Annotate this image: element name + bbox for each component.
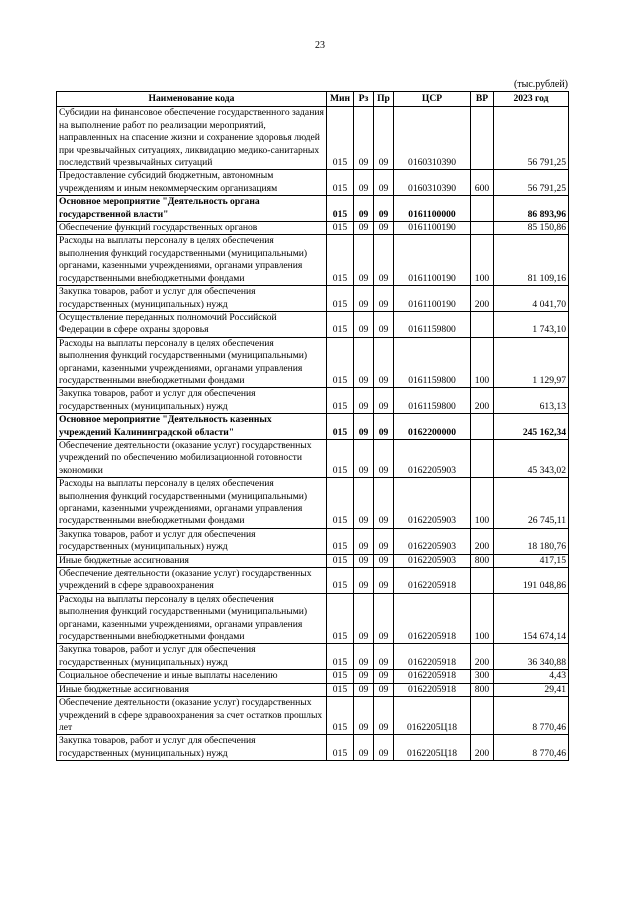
cell-min: 015 [327, 235, 354, 286]
cell-pr: 09 [374, 735, 394, 761]
cell-rz: 09 [354, 222, 374, 235]
table-row [57, 478, 569, 529]
table-row [57, 670, 569, 683]
cell-vr: 800 [471, 554, 494, 567]
cell-vr: 200 [471, 388, 494, 414]
cell-min: 015 [327, 554, 354, 567]
cell-min: 015 [327, 388, 354, 414]
header-year: 2023 год [494, 92, 569, 107]
table-row [57, 697, 569, 735]
cell-pr: 09 [374, 235, 394, 286]
cell-name: Осуществление переданных полномочий Российской Федерации в сфере охраны здоровья [57, 311, 327, 337]
cell-pr: 09 [374, 528, 394, 554]
cell-rz: 09 [354, 735, 374, 761]
cell-name: Основное мероприятие "Деятельность органа государственной власти" [57, 196, 327, 222]
cell-rz: 09 [354, 170, 374, 196]
cell-csr: 0162205918 [394, 644, 471, 670]
page-number: 23 [315, 40, 325, 51]
cell-rz: 09 [354, 439, 374, 477]
cell-pr: 09 [374, 414, 394, 440]
cell-csr: 0161159800 [394, 388, 471, 414]
cell-pr: 09 [374, 196, 394, 222]
cell-pr: 09 [374, 670, 394, 683]
cell-rz: 09 [354, 644, 374, 670]
cell-min: 015 [327, 528, 354, 554]
cell-vr: 100 [471, 478, 494, 529]
cell-min: 015 [327, 107, 354, 170]
cell-rz: 09 [354, 107, 374, 170]
cell-pr: 09 [374, 554, 394, 567]
cell-amount: 86 893,96 [494, 196, 569, 222]
cell-min: 015 [327, 222, 354, 235]
cell-csr: 0162205918 [394, 568, 471, 594]
cell-rz: 09 [354, 528, 374, 554]
table-row [57, 286, 569, 312]
cell-name: Социальное обеспечение и иные выплаты населению [57, 670, 327, 683]
table-row [57, 337, 569, 388]
cell-amount: 1 129,97 [494, 337, 569, 388]
cell-vr: 200 [471, 528, 494, 554]
cell-csr: 0162205918 [394, 670, 471, 683]
table-row [57, 683, 569, 696]
cell-rz: 09 [354, 554, 374, 567]
cell-vr [471, 311, 494, 337]
cell-csr: 0161100000 [394, 196, 471, 222]
header-vr: ВР [471, 92, 494, 107]
cell-vr: 100 [471, 593, 494, 644]
cell-amount: 81 109,16 [494, 235, 569, 286]
cell-vr [471, 697, 494, 735]
cell-csr: 0161100190 [394, 222, 471, 235]
table-row [57, 311, 569, 337]
cell-csr: 0162205903 [394, 554, 471, 567]
cell-name: Расходы на выплаты персоналу в целях обеспечения выполнения функций государственными (муниципальными) органами, казенными учреждениями, органами управления государственными внебюджетными фондами [57, 337, 327, 388]
cell-pr: 09 [374, 568, 394, 594]
cell-min: 015 [327, 697, 354, 735]
cell-name: Закупка товаров, работ и услуг для обеспечения государственных (муниципальных) нужд [57, 644, 327, 670]
cell-amount: 85 150,86 [494, 222, 569, 235]
cell-name: Расходы на выплаты персоналу в целях обеспечения выполнения функций государственными (муниципальными) органами, казенными учреждениями, органами управления государственными внебюджетными фондами [57, 235, 327, 286]
cell-name: Обеспечение деятельности (оказание услуг) государственных учреждений по обеспечению мобилизационной готовности экономики [57, 439, 327, 477]
cell-amount: 56 791,25 [494, 107, 569, 170]
cell-amount: 45 343,02 [494, 439, 569, 477]
header-pr: Пр [374, 92, 394, 107]
cell-name: Предоставление субсидий бюджетным, автономным учреждениям и иным некоммерческим организациям [57, 170, 327, 196]
cell-min: 015 [327, 683, 354, 696]
cell-name: Расходы на выплаты персоналу в целях обеспечения выполнения функций государственными (муниципальными) органами, казенными учреждениями, органами управления государственными внебюджетными фондами [57, 593, 327, 644]
cell-amount: 1 743,10 [494, 311, 569, 337]
table-row [57, 644, 569, 670]
table-row [57, 107, 569, 170]
cell-min: 015 [327, 439, 354, 477]
cell-amount: 8 770,46 [494, 697, 569, 735]
units-label: (тыс.рублей) [513, 79, 568, 90]
cell-min: 015 [327, 414, 354, 440]
cell-min: 015 [327, 735, 354, 761]
header-min: Мин [327, 92, 354, 107]
cell-min: 015 [327, 670, 354, 683]
cell-csr: 0162205903 [394, 528, 471, 554]
table-row [57, 170, 569, 196]
cell-amount: 56 791,25 [494, 170, 569, 196]
cell-pr: 09 [374, 286, 394, 312]
cell-csr: 0162205918 [394, 593, 471, 644]
cell-vr: 200 [471, 735, 494, 761]
cell-amount: 613,13 [494, 388, 569, 414]
cell-vr: 200 [471, 286, 494, 312]
cell-csr: 0160310390 [394, 107, 471, 170]
cell-amount: 36 340,88 [494, 644, 569, 670]
cell-vr [471, 439, 494, 477]
budget-table [56, 91, 569, 761]
cell-rz: 09 [354, 478, 374, 529]
cell-name: Закупка товаров, работ и услуг для обеспечения государственных (муниципальных) нужд [57, 735, 327, 761]
cell-csr: 0162205Ц18 [394, 735, 471, 761]
cell-csr: 0162200000 [394, 414, 471, 440]
cell-csr: 0162205903 [394, 439, 471, 477]
cell-name: Обеспечение функций государственных органов [57, 222, 327, 235]
cell-pr: 09 [374, 593, 394, 644]
cell-pr: 09 [374, 311, 394, 337]
cell-vr: 600 [471, 170, 494, 196]
cell-pr: 09 [374, 439, 394, 477]
cell-rz: 09 [354, 235, 374, 286]
cell-rz: 09 [354, 286, 374, 312]
cell-min: 015 [327, 170, 354, 196]
cell-name: Иные бюджетные ассигнования [57, 554, 327, 567]
cell-min: 015 [327, 337, 354, 388]
cell-pr: 09 [374, 697, 394, 735]
cell-rz: 09 [354, 311, 374, 337]
table-row [57, 568, 569, 594]
cell-csr: 0161100190 [394, 286, 471, 312]
cell-name: Обеспечение деятельности (оказание услуг) государственных учреждений в сфере здравоохранения за счет остатков прошлых лет [57, 697, 327, 735]
cell-csr: 0161100190 [394, 235, 471, 286]
cell-amount: 29,41 [494, 683, 569, 696]
cell-min: 015 [327, 478, 354, 529]
cell-rz: 09 [354, 697, 374, 735]
cell-rz: 09 [354, 196, 374, 222]
table-row [57, 528, 569, 554]
cell-pr: 09 [374, 644, 394, 670]
table-row [57, 388, 569, 414]
cell-vr [471, 222, 494, 235]
cell-amount: 417,15 [494, 554, 569, 567]
cell-vr [471, 107, 494, 170]
cell-pr: 09 [374, 683, 394, 696]
cell-min: 015 [327, 644, 354, 670]
cell-min: 015 [327, 311, 354, 337]
cell-vr [471, 196, 494, 222]
cell-amount: 4 041,70 [494, 286, 569, 312]
cell-csr: 0162205918 [394, 683, 471, 696]
cell-pr: 09 [374, 222, 394, 235]
cell-pr: 09 [374, 170, 394, 196]
cell-csr: 0162205903 [394, 478, 471, 529]
table-row [57, 554, 569, 567]
cell-name: Закупка товаров, работ и услуг для обеспечения государственных (муниципальных) нужд [57, 528, 327, 554]
table-body [57, 107, 569, 761]
cell-name: Закупка товаров, работ и услуг для обеспечения государственных (муниципальных) нужд [57, 286, 327, 312]
cell-amount: 26 745,11 [494, 478, 569, 529]
cell-vr [471, 414, 494, 440]
cell-name: Субсидии на финансовое обеспечение государственного задания на выполнение работ по реализации мероприятий, направленных на спасение жизни и сохранение здоровья людей при чрезвычайных ситуациях, ликвидацию медико-санитарных последствий чрезвычайных ситуаций [57, 107, 327, 170]
table-row [57, 196, 569, 222]
cell-amount: 191 048,86 [494, 568, 569, 594]
cell-rz: 09 [354, 337, 374, 388]
cell-name: Основное мероприятие "Деятельность казенных учреждений Калининградской области" [57, 414, 327, 440]
cell-csr: 0161159800 [394, 337, 471, 388]
header-rz: Рз [354, 92, 374, 107]
table-header-row [57, 92, 569, 107]
header-name: Наименование кода [57, 92, 327, 107]
cell-vr: 200 [471, 644, 494, 670]
cell-vr: 300 [471, 670, 494, 683]
cell-pr: 09 [374, 478, 394, 529]
header-csr: ЦСР [394, 92, 471, 107]
cell-min: 015 [327, 286, 354, 312]
cell-rz: 09 [354, 388, 374, 414]
cell-min: 015 [327, 568, 354, 594]
cell-rz: 09 [354, 414, 374, 440]
cell-amount: 8 770,46 [494, 735, 569, 761]
cell-amount: 18 180,76 [494, 528, 569, 554]
cell-pr: 09 [374, 337, 394, 388]
cell-pr: 09 [374, 107, 394, 170]
table-row [57, 593, 569, 644]
cell-rz: 09 [354, 593, 374, 644]
table-row [57, 735, 569, 761]
cell-vr: 100 [471, 235, 494, 286]
cell-amount: 4,43 [494, 670, 569, 683]
cell-min: 015 [327, 593, 354, 644]
cell-csr: 0160310390 [394, 170, 471, 196]
cell-vr: 800 [471, 683, 494, 696]
cell-vr [471, 568, 494, 594]
table-row [57, 235, 569, 286]
table-row [57, 414, 569, 440]
cell-pr: 09 [374, 388, 394, 414]
cell-rz: 09 [354, 670, 374, 683]
cell-rz: 09 [354, 683, 374, 696]
cell-csr: 0162205Ц18 [394, 697, 471, 735]
cell-name: Закупка товаров, работ и услуг для обеспечения государственных (муниципальных) нужд [57, 388, 327, 414]
cell-min: 015 [327, 196, 354, 222]
cell-name: Расходы на выплаты персоналу в целях обеспечения выполнения функций государственными (муниципальными) органами, казенными учреждениями, органами управления государственными внебюджетными фондами [57, 478, 327, 529]
cell-name: Иные бюджетные ассигнования [57, 683, 327, 696]
cell-amount: 154 674,14 [494, 593, 569, 644]
cell-vr: 100 [471, 337, 494, 388]
cell-rz: 09 [354, 568, 374, 594]
table-row [57, 439, 569, 477]
table-row [57, 222, 569, 235]
cell-amount: 245 162,34 [494, 414, 569, 440]
cell-csr: 0161159800 [394, 311, 471, 337]
cell-name: Обеспечение деятельности (оказание услуг) государственных учреждений в сфере здравоохранения [57, 568, 327, 594]
